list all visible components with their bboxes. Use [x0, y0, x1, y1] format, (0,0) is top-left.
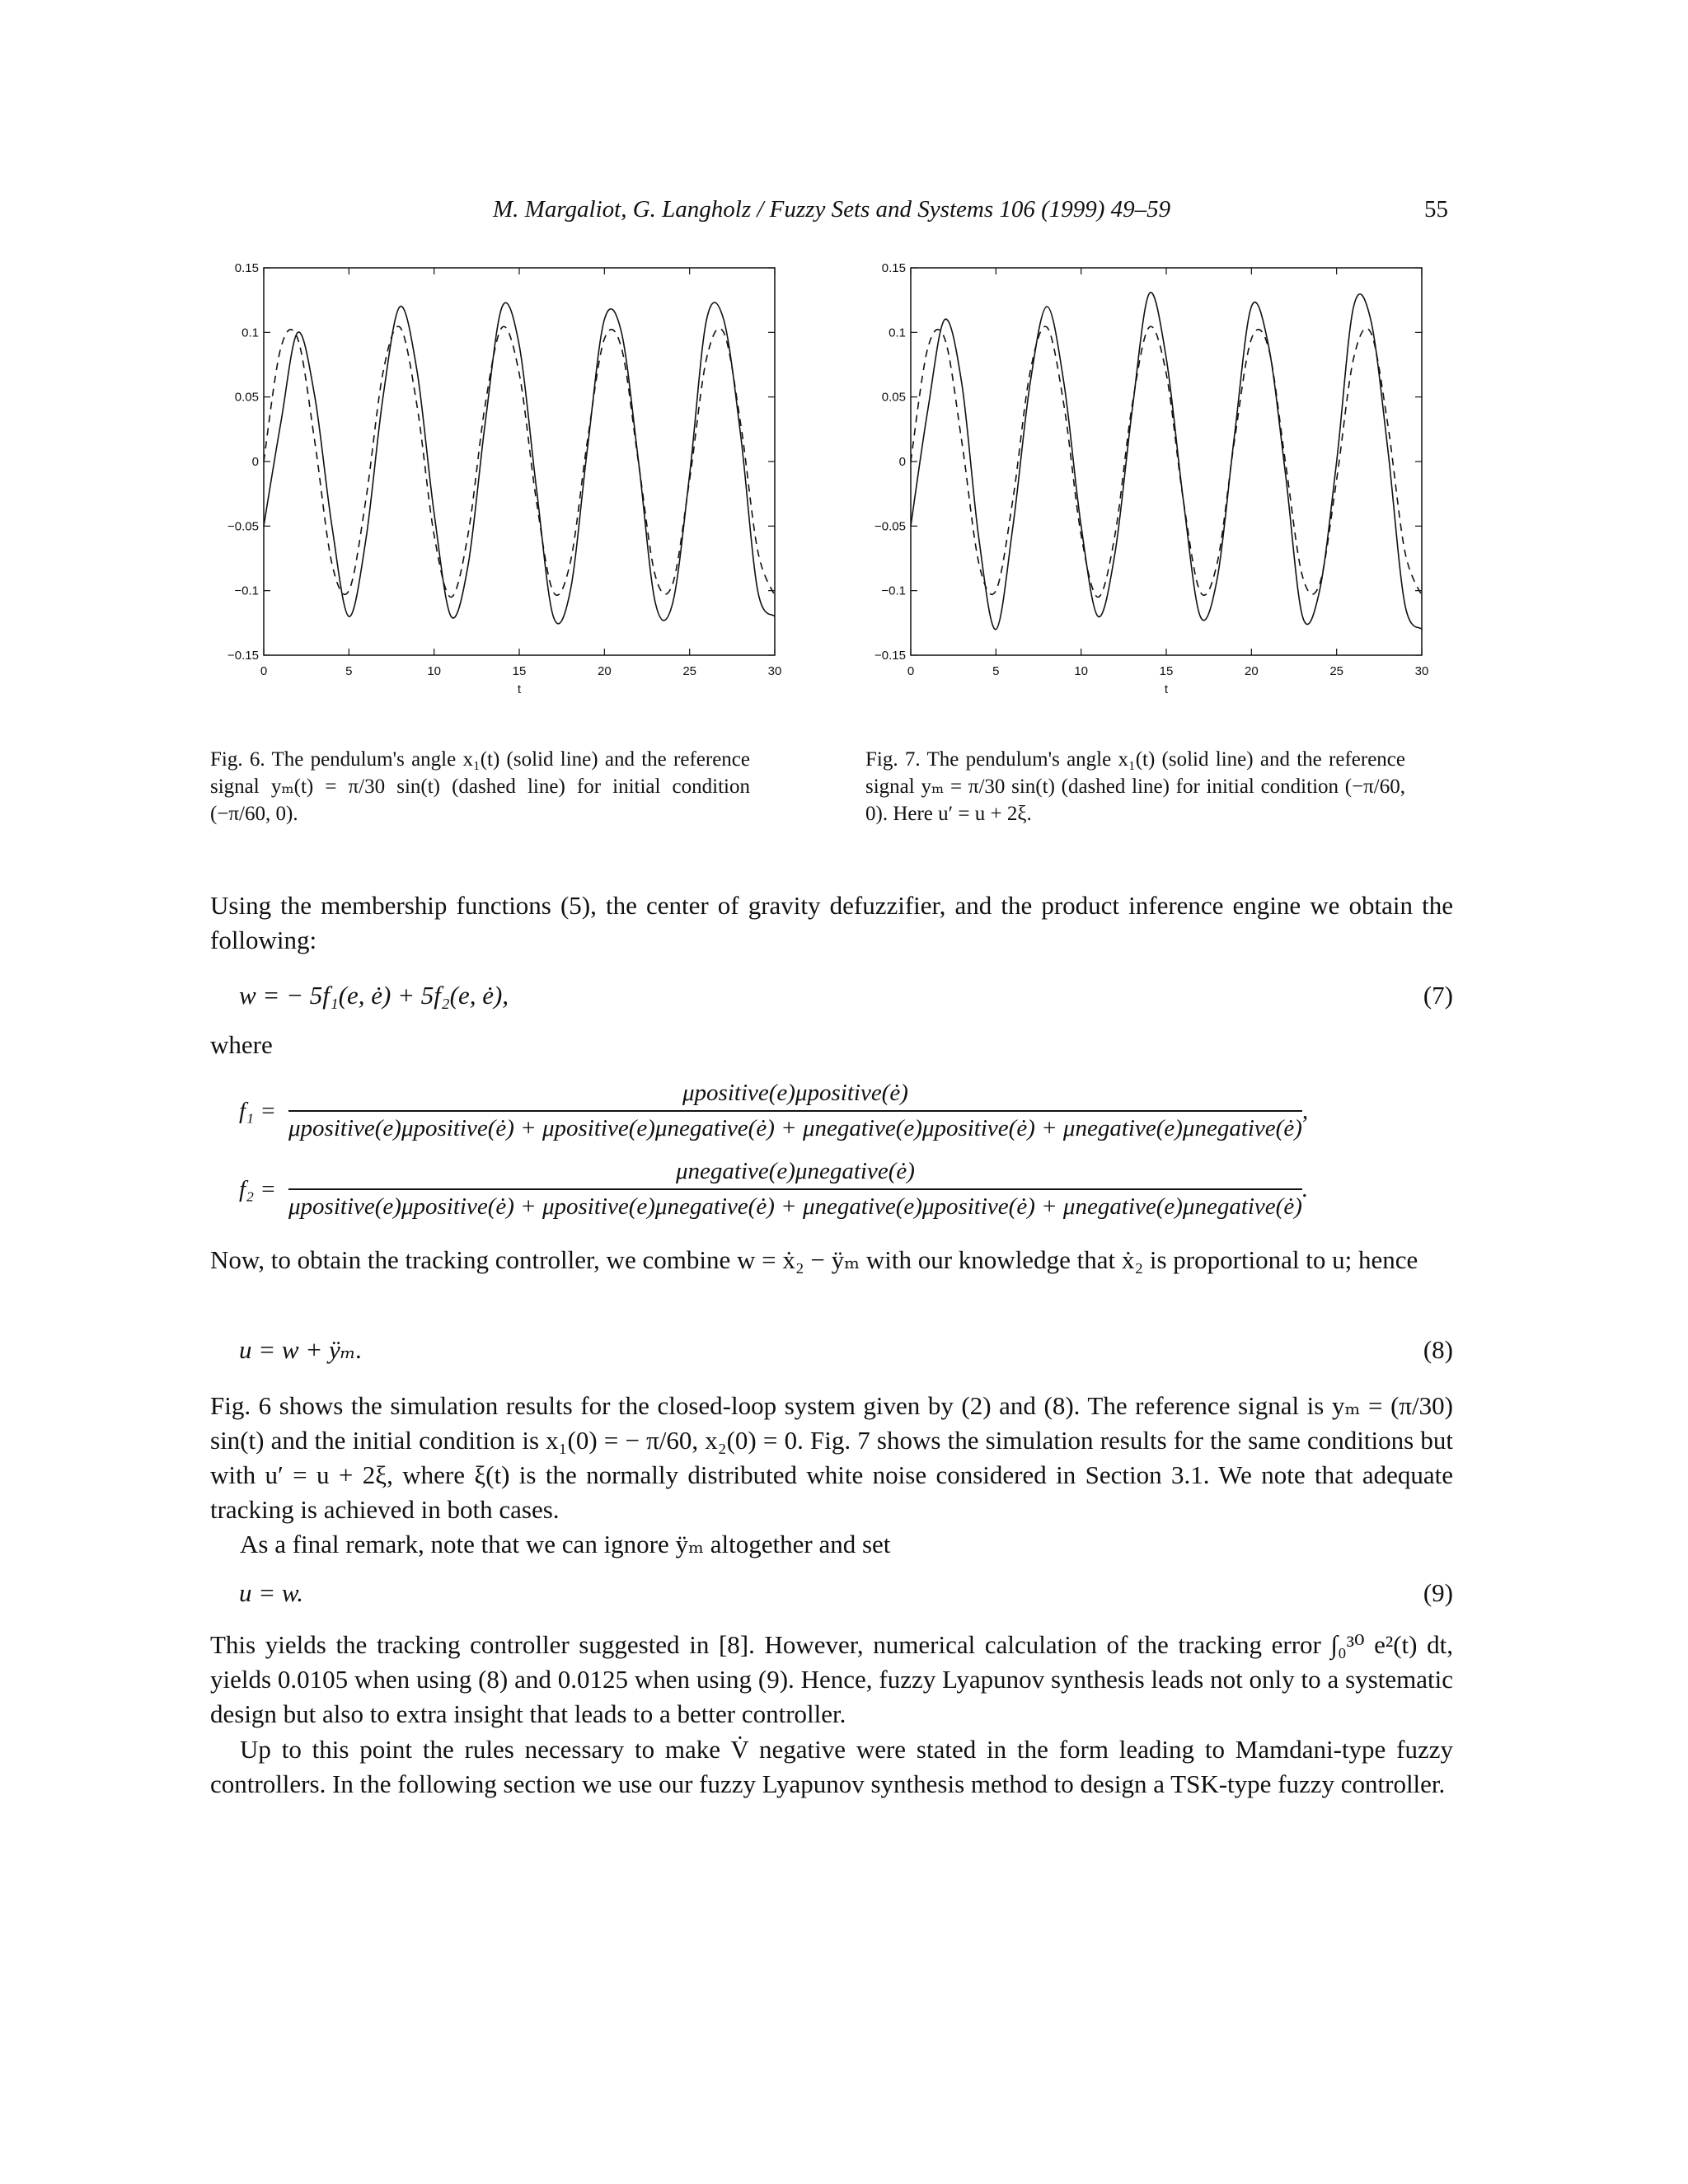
y-tick-label: −0.1: [234, 583, 259, 598]
equation-7: w = − 5f₁(e, ė) + 5f₂(e, ė),: [239, 981, 509, 1010]
equation-9-number: (9): [1423, 1578, 1453, 1607]
figure-7-plot: [857, 223, 1434, 717]
figure-6-caption: Fig. 6. The pendulum's angle x₁(t) (solid line) and the reference signal yₘ(t) = π/30 sin(t) (dashed line) for initial condition (−π/60, 0).: [210, 748, 750, 825]
f2-definition: [239, 1158, 1308, 1221]
y-tick-label: 0.1: [241, 326, 259, 340]
x-tick-label: 25: [682, 664, 697, 678]
plot-frame: [264, 268, 775, 655]
y-tick-label: 0.05: [234, 390, 259, 405]
x-tick-label: 30: [767, 664, 782, 678]
equation-8-number: (8): [1423, 1335, 1453, 1364]
x-tick-label: 25: [1329, 664, 1344, 678]
x-tick-label: 5: [345, 664, 353, 678]
f2-lhs: f₂ =: [239, 1175, 276, 1202]
x-tick-label: 5: [992, 664, 1000, 678]
x-tick-label: 20: [1244, 664, 1259, 678]
running-title: M. Margaliot, G. Langholz / Fuzzy Sets and Systems 106 (1999) 49–59: [493, 196, 1171, 223]
x-axis-label: t: [517, 682, 522, 696]
paragraph-1: Using the membership functions (5), the center of gravity defuzzifier, and the product inference engine we obtain the following:: [210, 891, 1453, 954]
f1-lhs: f₁ =: [239, 1097, 276, 1124]
x-tick-label: 15: [512, 664, 527, 678]
x-tick-label: 0: [260, 664, 268, 678]
x-tick-label: 10: [1074, 664, 1089, 678]
f1-denominator: μpositive(e)μpositive(ė) + μpositive(e)μnegative(ė) + μnegative(e)μpositive(ė) + μnegative(e)μnegative(ė): [288, 1110, 1302, 1142]
equation-8: u = w + ÿₘ.: [239, 1335, 363, 1364]
y-tick-label: −0.1: [881, 583, 906, 598]
figure-7-caption: Fig. 7. The pendulum's angle x₁(t) (solid line) and the reference signal yₘ = π/30 sin(t) (dashed line) for initial condition (−π/60, 0). Here u′ = u + 2ξ.: [865, 748, 1405, 825]
y-tick-label: 0: [251, 455, 259, 469]
f2-numerator: μnegative(e)μnegative(ė): [675, 1158, 915, 1184]
y-tick-label: 0: [898, 455, 906, 469]
paragraph-3: Fig. 6 shows the simulation results for the closed-loop system given by (2) and (8). The reference signal is yₘ = (π/30) sin(t) and the initial condition is x₁(0) = − π/60, x₂(0) = 0. Fig. 7 shows the simulation results for the same conditions but with u′ = u + 2ξ, where ξ(t) is the normally distributed white noise considered in Section 3.1. We note that adequate tracking is achieved in both cases.: [210, 1391, 1453, 1524]
equation-9: u = w.: [239, 1578, 304, 1607]
x-tick-label: 10: [427, 664, 442, 678]
x-tick-label: 15: [1159, 664, 1174, 678]
y-tick-label: −0.15: [874, 649, 906, 663]
paragraph-5: This yields the tracking controller suggested in [8]. However, numerical calculation of the tracking error ∫₀³⁰ e²(t) dt, yields 0.0105 when using (8) and 0.0125 when using (9). Hence, fuzzy Lyapunov synthesis leads not only to a systematic design but also to extra insight that leads to a better controller.: [210, 1630, 1453, 1728]
paragraph-2: Now, to obtain the tracking controller, we combine w = ẋ₂ − ÿₘ with our knowledge that ẋ₂ is proportional to u; hence: [210, 1245, 1418, 1274]
reference-signal-line: [911, 326, 1422, 597]
paragraph-6: Up to this point the rules necessary to make V̇ negative were stated in the form leading to Mamdani-type fuzzy controllers. In the following section we use our fuzzy Lyapunov synthesis method to design a TSK-type fuzzy controller.: [210, 1735, 1453, 1798]
f2-denominator: μpositive(e)μpositive(ė) + μpositive(e)μnegative(ė) + μnegative(e)μpositive(ė) + μnegative(e)μnegative(ė): [288, 1188, 1302, 1221]
x-tick-label: 30: [1414, 664, 1429, 678]
x-tick-label: 0: [907, 664, 915, 678]
pendulum-angle-line: [264, 302, 775, 624]
pendulum-angle-line: [911, 293, 1422, 630]
x-tick-label: 20: [597, 664, 612, 678]
paragraph-4: As a final remark, note that we can ignore ÿₘ altogether and set: [240, 1530, 891, 1558]
f1-tail: ,: [1301, 1097, 1309, 1124]
f1-definition: [239, 1080, 1308, 1142]
f2-tail: .: [1301, 1175, 1309, 1202]
f1-numerator: μpositive(e)μpositive(ė): [682, 1080, 908, 1106]
y-tick-label: 0.05: [881, 390, 906, 405]
y-tick-label: −0.05: [227, 519, 259, 534]
reference-signal-line: [264, 326, 775, 597]
equation-7-number: (7): [1423, 981, 1453, 1010]
x-axis-label: t: [1164, 682, 1169, 696]
y-tick-label: 0.15: [881, 261, 906, 275]
where-label: where: [210, 1030, 273, 1059]
y-tick-label: 0.1: [889, 326, 906, 340]
y-tick-label: 0.15: [234, 261, 259, 275]
y-tick-label: −0.15: [227, 649, 259, 663]
y-tick-label: −0.05: [874, 519, 906, 534]
figure-6-plot: [210, 223, 787, 717]
page-number: 55: [1424, 196, 1448, 223]
